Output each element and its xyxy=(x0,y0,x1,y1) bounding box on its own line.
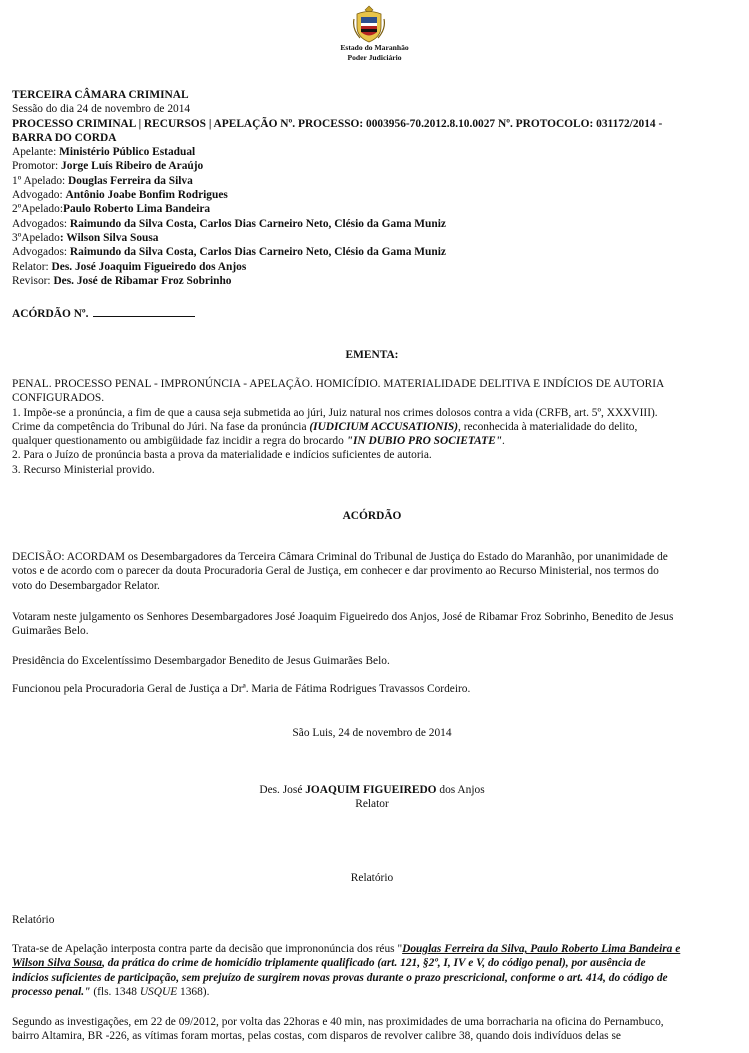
ementa-item-1-cont: Crime da competência do Tribunal do Júri. Na fase da pronúncia (IUDICIUM ACCUSATIONIS), reconhecida à materialidade do delito, xyxy=(12,420,638,433)
ementa-item-3: 3. Recurso Ministerial provido. xyxy=(12,463,155,476)
party-value: Paulo Roberto Lima Bandeira xyxy=(62,203,211,216)
decisao-line: votos e de acordo com o parecer da douta Procuradoria Geral de Justiça, em conhecer e dar provimento ao Recurso Ministerial, nos termos do xyxy=(12,565,659,578)
party-label: 1º Apelado: xyxy=(12,174,69,187)
signature-role: Relator xyxy=(355,798,389,810)
process-line-cont: BARRA DO CORDA xyxy=(12,131,117,144)
party-line xyxy=(12,217,732,231)
party-value: : Wilson Silva Sousa xyxy=(59,231,159,244)
party-label: Advogados: xyxy=(12,246,70,259)
relatorio-title: Relatório xyxy=(350,872,394,884)
place-date: São Luis, 24 de novembro de 2014 xyxy=(292,727,452,739)
relatorio-paragraph-1: Trata-se de Apelação interposta contra parte da decisão que imprononúncia dos réus "Douglas Ferreira da Silva, Paulo Roberto Lima Bandeira e Wilson Silva Sousa, da prática do crime de homicídio triplamente qualificado (art. 121, §2º, I, IV e V, do código penal), por ausência de indícios suficientes de participação, sem prejuízo de surgirem novas provas durante o prazo prescricional, conforme o art. 414, do código de processo penal." (fls. 1348 USQUE 1368). xyxy=(12,943,681,998)
decisao-line: DECISÃO: ACORDAM os Desembargadores da Terceira Câmara Criminal do Tribunal de Justiça do Estado do Maranhão, por unanimidade de xyxy=(12,551,668,563)
party-label: 2ºApelado: xyxy=(12,203,63,216)
party-value: Douglas Ferreira da Silva xyxy=(68,174,193,187)
decisao-line: voto do Desembargador Relator. xyxy=(12,579,160,592)
party-value: Des. José de Ribamar Froz Sobrinho xyxy=(53,274,232,287)
coat-of-arms-icon xyxy=(352,5,386,43)
party-label: Relator: xyxy=(12,260,52,273)
funcionou: Funcionou pela Procuradoria Geral de Justiça a Drª. Maria de Fátima Rodrigues Travassos Cordeiro. xyxy=(12,683,471,695)
presidencia: Presidência do Excelentíssimo Desembargador Benedito de Jesus Guimarães Belo. xyxy=(12,655,390,667)
ementa-item-2: 2. Para o Juízo de pronúncia basta a prova da materialidade e indícios suficientes de autoria. xyxy=(12,449,432,462)
party-line xyxy=(12,145,732,159)
party-line xyxy=(12,188,732,202)
session-date: Sessão do dia 24 de novembro de 2014 xyxy=(12,103,191,116)
acordao-number-blank xyxy=(93,306,195,317)
ementa-summary-cont: CONFIGURADOS. xyxy=(12,392,105,405)
party-line xyxy=(12,231,732,245)
party-label: Advogado: xyxy=(12,189,66,202)
party-line xyxy=(12,159,732,173)
party-line xyxy=(12,174,732,188)
party-label: 3ºApelado xyxy=(12,231,60,244)
acordao-number xyxy=(12,306,732,321)
party-value: Ministério Público Estadual xyxy=(59,146,196,159)
process-line: PROCESSO CRIMINAL | RECURSOS | APELAÇÃO Nº. PROCESSO: 0003956-70.2012.8.10.0027 Nº. PROTOCOLO: 031172/2014 - xyxy=(12,117,663,130)
relatorio-paragraph-2: Segundo as investigações, em 22 de 09/2012, por volta das 22horas e 40 min, nas proximidades de uma borracharia na oficina do Pernambuco, bairro Altamira, BR -226, as vítimas foram mortas, pelas costas, com disparos de revolver calibre 38, quando dois indivíduos delas se xyxy=(12,1016,664,1043)
party-label: Promotor: xyxy=(12,160,62,173)
votaram-line: Votaram neste julgamento os Senhores Desembargadores José Joaquim Figueiredo dos Anjos, José de Ribamar Froz Sobrinho, Benedito de Jesus xyxy=(12,611,674,623)
case-info xyxy=(12,88,732,288)
party-value: Raimundo da Silva Costa, Carlos Dias Carneiro Neto, Clésio da Gama Muniz xyxy=(69,246,446,259)
party-line xyxy=(12,274,732,288)
party-label: Revisor: xyxy=(12,274,54,287)
party-label: Advogados: xyxy=(12,217,70,230)
votaram xyxy=(12,610,732,639)
party-line xyxy=(12,202,732,216)
ementa-item-1: 1. Impõe-se a pronúncia, a fim de que a causa seja submetida ao júri, Juiz natural nos crimes dolosos contra a vida (CRFB, art. 5º, XXXVIII). xyxy=(12,406,658,419)
party-value: Raimundo da Silva Costa, Carlos Dias Carneiro Neto, Clésio da Gama Muniz xyxy=(69,217,446,230)
ementa-item-1-cont: qualquer questionamento ou ambigüidade faz incidir a regra do brocardo "IN DUBIO PRO SOCIETATE". xyxy=(12,435,505,448)
party-value: Des. José Joaquim Figueiredo dos Anjos xyxy=(51,260,247,273)
party-line xyxy=(12,245,732,259)
party-value: Antônio Joabe Bonfim Rodrigues xyxy=(65,189,228,202)
chamber-title: TERCEIRA CÂMARA CRIMINAL xyxy=(12,89,189,101)
ementa-summary: PENAL. PROCESSO PENAL - IMPRONÚNCIA - APELAÇÃO. HOMICÍDIO. MATERIALIDADE DELITIVA E INDÍCIOS DE AUTORIA xyxy=(12,378,665,390)
party-label: Apelante: xyxy=(12,146,60,159)
ementa-title: EMENTA: xyxy=(345,349,399,361)
votaram-line: Guimarães Belo. xyxy=(12,625,89,638)
acordao-number-label: ACÓRDÃO Nº. xyxy=(12,308,89,320)
party-line xyxy=(12,260,732,274)
signature: Des. José JOAQUIM FIGUEIREDO dos Anjos xyxy=(259,784,485,796)
state-name: Estado do Maranhão xyxy=(340,43,409,52)
relatorio-heading: Relatório xyxy=(12,914,55,926)
judiciary-name: Poder Judiciário xyxy=(347,53,402,62)
acordao-title: ACÓRDÃO xyxy=(342,510,402,522)
party-value: Jorge Luís Ribeiro de Araújo xyxy=(61,160,204,173)
decisao xyxy=(12,550,732,593)
ementa-body xyxy=(12,377,732,477)
